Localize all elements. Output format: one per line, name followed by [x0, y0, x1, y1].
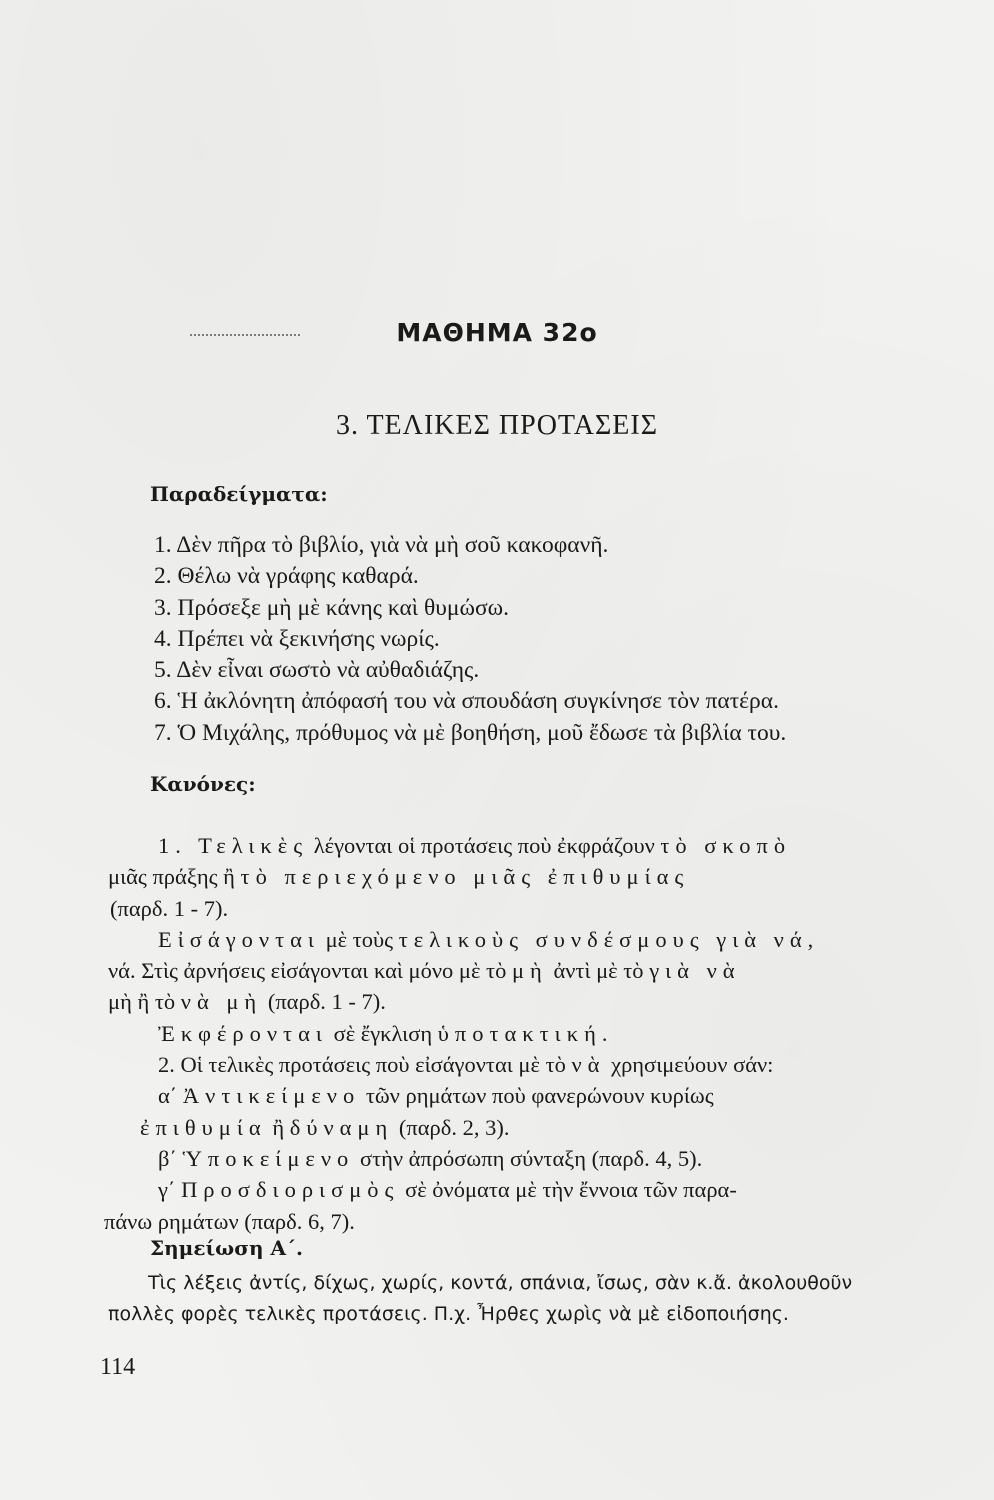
note-heading: Σημείωση Α΄.	[150, 1236, 303, 1260]
rule-line	[148, 1049, 938, 1080]
rule-line	[140, 1112, 938, 1143]
page-number: 114	[100, 1354, 136, 1380]
examples-list	[154, 530, 944, 749]
rule-text: τῶν ρημάτων ποὺ φανερώνουν κυρίως	[365, 1083, 714, 1109]
rule-text: χρησιμεύουν σάν:	[611, 1052, 774, 1078]
rule-text: μὲ τοὺς	[325, 926, 394, 952]
example-item: 7. Ὁ Μιχάλης, πρόθυμος νὰ μὲ βοηθήση, μοῦ ἔδωσε τὰ βιβλία του.	[154, 719, 787, 746]
rules-text	[104, 830, 938, 1237]
rule-term: δύναμη	[289, 1114, 394, 1140]
rule-term: τὸ περιεχόμενο μιᾶς ἐπιθυμίας	[240, 864, 690, 890]
rule-line	[110, 893, 938, 924]
lesson-title: ΜΑΘΗΜΑ 32ο	[396, 318, 598, 347]
rule-line	[104, 1206, 938, 1237]
section-title: 3. ΤΕΛΙΚΕΣ ΠΡΟΤΑΣΕΙΣ	[335, 410, 659, 441]
rule-text: σὲ ἔγκλιση	[333, 1020, 433, 1046]
rule-text: στὴν ἀπρόσωπη σύνταξη (παρδ. 4, 5).	[359, 1145, 703, 1171]
rule-text: πάνω ρημάτων (παρδ. 6, 7).	[104, 1208, 355, 1234]
example-item: 2. Θέλω νὰ γράφης καθαρά.	[154, 563, 419, 590]
rule-term: τὸ σκοπὸ	[660, 833, 792, 858]
rule-line	[148, 1174, 938, 1205]
rule-term: μὴ	[511, 958, 548, 984]
rule-term: Εἰσάγονται	[158, 926, 320, 952]
rule-term: Ὑποκείμενο	[182, 1145, 355, 1171]
example-item: 6. Ἡ ἀκλόνητη ἀπόφασή του νὰ σπουδάση συγκίνησε τὸν πατέρα.	[154, 688, 779, 715]
rule-text: α΄	[158, 1083, 178, 1109]
rule-text: (παρδ. 2, 3).	[398, 1114, 510, 1140]
note-line: πολλὲς φορὲς τελικὲς προτάσεις. Π.χ. Ἦρθες χωρὶς νὰ μὲ εἰδοποιήσης.	[108, 1303, 789, 1325]
rule-line	[148, 1143, 938, 1174]
rule-term: ὑποτακτική.	[437, 1020, 614, 1046]
rule-term: ἐπιθυμία	[140, 1114, 267, 1140]
rule-text: 2. Οἱ τελικὲς προτάσεις ποὺ εἰσάγονται μὲ τὸ	[158, 1052, 566, 1078]
rule-term: νὰ	[571, 1052, 606, 1078]
rule-text: ἢ τὸ	[137, 989, 176, 1015]
rules-heading: Κανόνες:	[150, 772, 256, 796]
rule-text: νά. Στὶς ἀρνήσεις εἰσάγονται καὶ μόνο μὲ τὸ	[108, 958, 507, 984]
note-line: Τὶς λέξεις ἀντίς, δίχως, χωρίς, κοντά, σπάνια, ἴσως, σὰν κ.ἄ. ἀκολουθοῦν	[148, 1272, 853, 1294]
rule-text: σὲ ὀνόματα μὲ τὴν ἔννοια τῶν παρα-	[405, 1177, 737, 1203]
examples-heading: Παραδείγματα:	[150, 482, 328, 506]
rule-text: ἀντὶ μὲ τὸ	[553, 958, 644, 984]
rule-text: γ΄	[158, 1177, 176, 1203]
rule-term: Ἀντικείμενο	[182, 1083, 361, 1109]
rule-text: ἢ	[272, 1114, 285, 1140]
rule-line	[108, 861, 938, 892]
rule-line	[108, 986, 938, 1017]
example-item: 3. Πρόσεξε μὴ μὲ κάνης καὶ θυμώσω.	[154, 594, 509, 621]
rule-line	[148, 830, 938, 861]
rule-term: 1. Τελικὲς	[158, 833, 309, 858]
rule-term: νὰ μὴ	[180, 989, 263, 1015]
rule-line	[108, 955, 938, 986]
example-item: 4. Πρέπει νὰ ξεκινήσης νωρίς.	[154, 625, 440, 652]
rule-text: (παρδ. 1 - 7).	[110, 895, 229, 921]
rule-line	[148, 924, 938, 955]
rule-term: Ἐκφέρονται	[158, 1020, 328, 1046]
rule-text: λέγονται οἱ προτάσεις ποὺ ἐκφράζουν	[313, 833, 655, 858]
rule-term: τελικοὺς συνδέσμους γιὰ νά,	[398, 926, 820, 952]
note-body	[108, 1268, 938, 1330]
rule-text: μὴ	[108, 989, 132, 1015]
example-item: 5. Δὲν εἶναι σωστὸ νὰ αὐθαδιάζης.	[154, 657, 480, 684]
rule-term: γιὰ νὰ	[649, 958, 741, 984]
example-item: 1. Δὲν πῆρα τὸ βιβλίο, γιὰ νὰ μὴ σοῦ κακοφανῆ.	[154, 532, 609, 558]
rule-text: (παρδ. 1 - 7).	[267, 989, 386, 1015]
rule-text: μιᾶς πράξης ἢ	[108, 864, 235, 890]
rule-line	[148, 1018, 938, 1049]
rule-text: β΄	[158, 1145, 177, 1171]
rule-line	[148, 1080, 938, 1111]
rule-term: Προσδιορισμὸς	[181, 1177, 400, 1203]
